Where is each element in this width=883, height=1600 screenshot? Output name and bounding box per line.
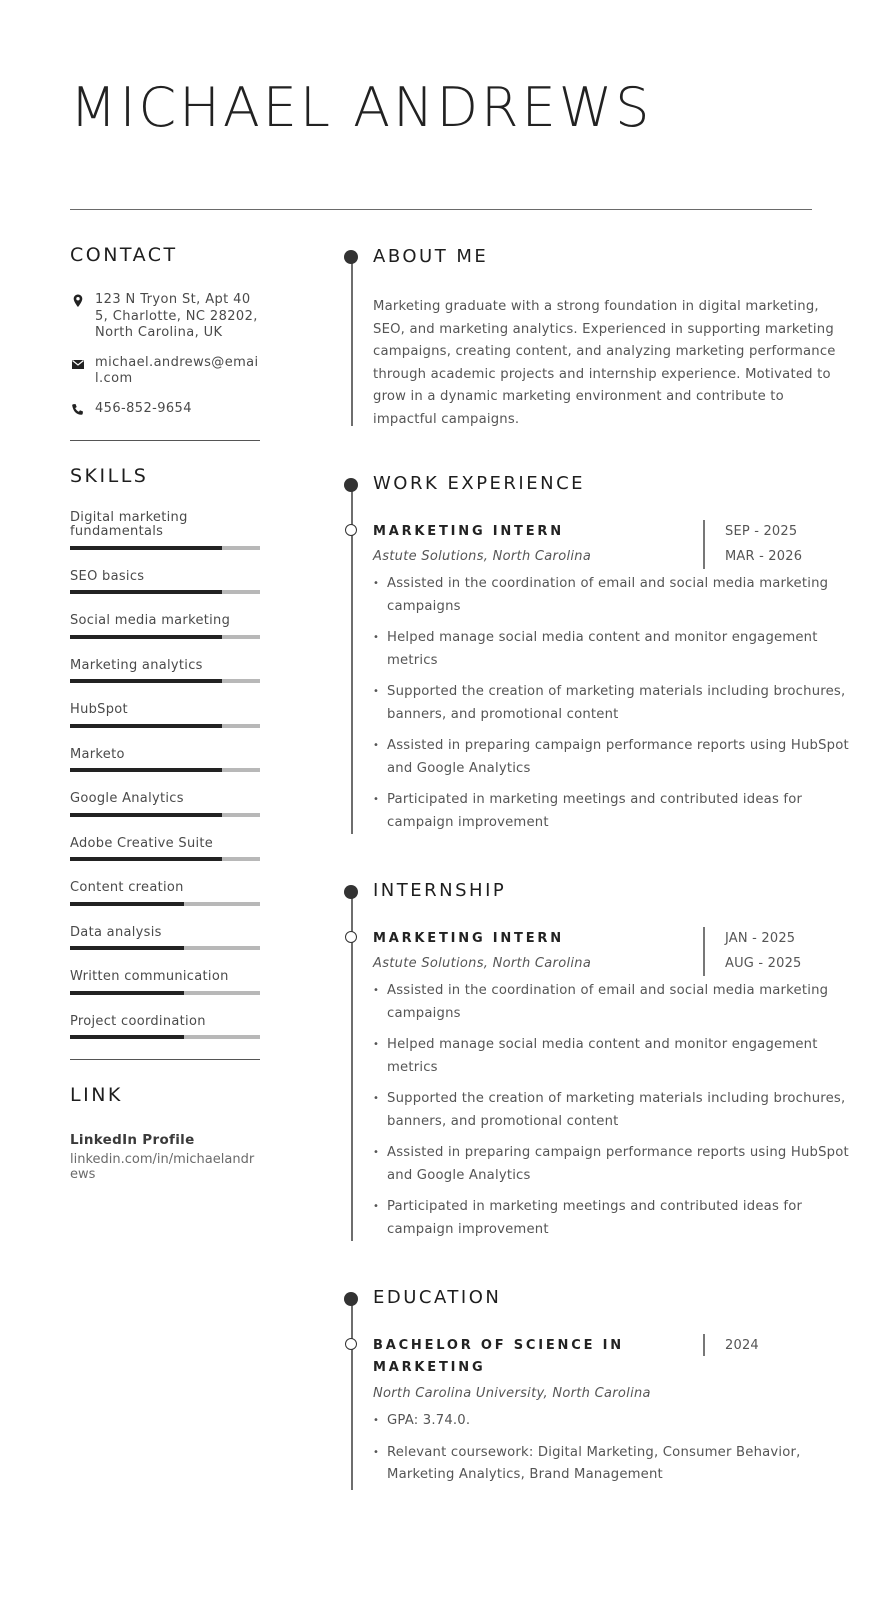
work-end-date: MAR - 2026: [725, 549, 803, 564]
skill-level-fill: [70, 991, 184, 995]
internship-date-separator: [703, 927, 705, 976]
internship-bullet: • Helped manage social media content and monitor engagement metrics: [373, 1034, 853, 1079]
internship-bullet: • Assisted in preparing campaign performance reports using HubSpot and Google Analytics: [373, 1142, 853, 1187]
skill-label: Marketing analytics: [70, 657, 203, 673]
skill-level-bar: [70, 991, 260, 995]
skill-label: Data analysis: [70, 924, 162, 940]
work-bullet: • Participated in marketing meetings and contributed ideas for campaign improvement: [373, 789, 853, 834]
skill-label: Project coordination: [70, 1013, 206, 1029]
skill-level-fill: [70, 590, 222, 594]
work-company: Astute Solutions, North Carolina: [373, 549, 592, 564]
work-start-date: SEP - 2025: [725, 524, 798, 539]
internship-job-ring: [345, 931, 357, 943]
location-pin-icon: [70, 293, 86, 309]
contact-phone: [70, 401, 260, 418]
skill-level-bar: [70, 546, 260, 550]
internship-heading: INTERNSHIP: [373, 880, 507, 901]
phone-text: 456-852-9654: [95, 400, 192, 416]
work-bullet: • Supported the creation of marketing materials including brochures, banners, and promotional content: [373, 681, 853, 726]
skill-level-bar: [70, 679, 260, 683]
contact-divider: [70, 440, 260, 441]
skill-item: [70, 926, 260, 951]
education-ring: [345, 1338, 357, 1350]
about-text: Marketing graduate with a strong foundation in digital marketing, SEO, and marketing analytics. Experienced in supporting marketing campaigns, creating content, and analyzing marketing performance through academic projects and internship experience. Motivated to grow in a dynamic marketing environment and contribute to impactful campaigns.: [373, 299, 836, 427]
skill-level-fill: [70, 768, 222, 772]
education-school: North Carolina University, North Carolina: [373, 1386, 651, 1401]
internship-company: Astute Solutions, North Carolina: [373, 956, 592, 971]
internship-bullets: [373, 980, 853, 1250]
work-date-separator: [703, 520, 705, 569]
skill-level-fill: [70, 1035, 184, 1039]
skills-list: [70, 511, 260, 1040]
skill-level-bar: [70, 813, 260, 817]
internship-dot: [344, 885, 358, 899]
degree-line-1: BACHELOR OF SCIENCE IN: [373, 1338, 624, 1353]
education-heading: EDUCATION: [373, 1287, 502, 1308]
skill-item: [70, 748, 260, 773]
education-bullet: • Relevant coursework: Digital Marketing, Consumer Behavior, Marketing Analytics, Brand Management: [373, 1442, 853, 1487]
contact-email: [70, 355, 260, 388]
skills-heading: SKILLS: [70, 464, 149, 487]
email-link[interactable]: michael.andrews@email.com: [95, 354, 259, 386]
skill-label: Google Analytics: [70, 791, 184, 806]
skill-item: [70, 703, 260, 728]
work-bullet: • Helped manage social media content and monitor engagement metrics: [373, 627, 853, 672]
skill-level-fill: [70, 679, 222, 683]
skill-level-bar: [70, 768, 260, 772]
skill-level-bar: [70, 1035, 260, 1039]
skill-item: [70, 1015, 260, 1040]
skills-divider: [70, 1059, 260, 1060]
skill-level-bar: [70, 590, 260, 594]
work-bullets: [373, 573, 853, 843]
linkedin-url-link[interactable]: linkedin.com/in/michaelandrews: [70, 1152, 255, 1182]
skill-label: Written communication: [70, 969, 229, 984]
work-heading: WORK EXPERIENCE: [373, 473, 586, 494]
skill-level-bar: [70, 635, 260, 639]
skill-item: [70, 881, 260, 906]
skill-level-fill: [70, 724, 222, 728]
link-heading: LINK: [70, 1084, 123, 1106]
skill-level-bar: [70, 946, 260, 950]
skill-label: Marketo: [70, 746, 125, 762]
education-date-separator: [703, 1334, 705, 1356]
skill-label: SEO basics: [70, 568, 145, 584]
skill-label: Digital marketing fundamentals: [70, 509, 188, 539]
skill-label: HubSpot: [70, 702, 128, 717]
skill-level-fill: [70, 857, 222, 861]
skill-item: [70, 792, 260, 817]
skill-level-fill: [70, 902, 184, 906]
skill-item: [70, 659, 260, 684]
skill-label: Adobe Creative Suite: [70, 835, 214, 851]
skill-level-bar: [70, 857, 260, 861]
skill-item: [70, 570, 260, 595]
contact-list: [70, 292, 260, 418]
work-dot: [344, 478, 358, 492]
candidate-name: MICHAEL ANDREWS: [70, 76, 653, 139]
education-year: 2024: [725, 1338, 759, 1353]
internship-bullet: • Supported the creation of marketing materials including brochures, banners, and promotional content: [373, 1088, 853, 1133]
linkedin-label: LinkedIn Profile: [70, 1132, 195, 1148]
internship-end-date: AUG - 2025: [725, 956, 802, 971]
work-timeline-line: [351, 484, 353, 834]
about-dot: [344, 250, 358, 264]
work-bullet: • Assisted in the coordination of email and social media marketing campaigns: [373, 573, 853, 618]
address-text: 123 N Tryon St, Apt 405, Charlotte, NC 28202, North Carolina, UK: [95, 292, 258, 340]
skill-item: [70, 837, 260, 862]
phone-icon: [70, 402, 86, 418]
about-timeline-line: [351, 256, 353, 426]
skill-item: [70, 614, 260, 639]
education-dot: [344, 1292, 358, 1306]
header-divider: [70, 209, 812, 210]
skill-level-fill: [70, 546, 222, 550]
skill-level-bar: [70, 724, 260, 728]
left-column: [70, 244, 260, 1182]
internship-bullet: • Assisted in the coordination of email and social media marketing campaigns: [373, 980, 853, 1025]
skill-level-fill: [70, 635, 222, 639]
skill-item: [70, 511, 260, 550]
internship-timeline-line: [351, 891, 353, 1241]
education-bullet: • GPA: 3.74.0.: [373, 1410, 853, 1433]
skill-item: [70, 970, 260, 995]
degree-line-2: MARKETING: [373, 1360, 486, 1375]
education-timeline-line: [351, 1300, 353, 1490]
work-job-title: MARKETING INTERN: [373, 524, 564, 539]
skill-label: Social media marketing: [70, 613, 231, 628]
contact-address: [70, 292, 260, 342]
skill-level-bar: [70, 902, 260, 906]
skill-level-fill: [70, 946, 184, 950]
work-bullet: • Assisted in preparing campaign performance reports using HubSpot and Google Analytics: [373, 735, 853, 780]
envelope-icon: [70, 356, 86, 372]
education-bullets: [373, 1410, 853, 1496]
work-job-ring: [345, 524, 357, 536]
internship-bullet: • Participated in marketing meetings and contributed ideas for campaign improvement: [373, 1196, 853, 1241]
about-heading: ABOUT ME: [373, 246, 489, 267]
internship-job-title: MARKETING INTERN: [373, 931, 564, 946]
contact-heading: CONTACT: [70, 244, 178, 266]
skill-label: Content creation: [70, 880, 184, 895]
internship-start-date: JAN - 2025: [725, 931, 796, 946]
skill-level-fill: [70, 813, 222, 817]
